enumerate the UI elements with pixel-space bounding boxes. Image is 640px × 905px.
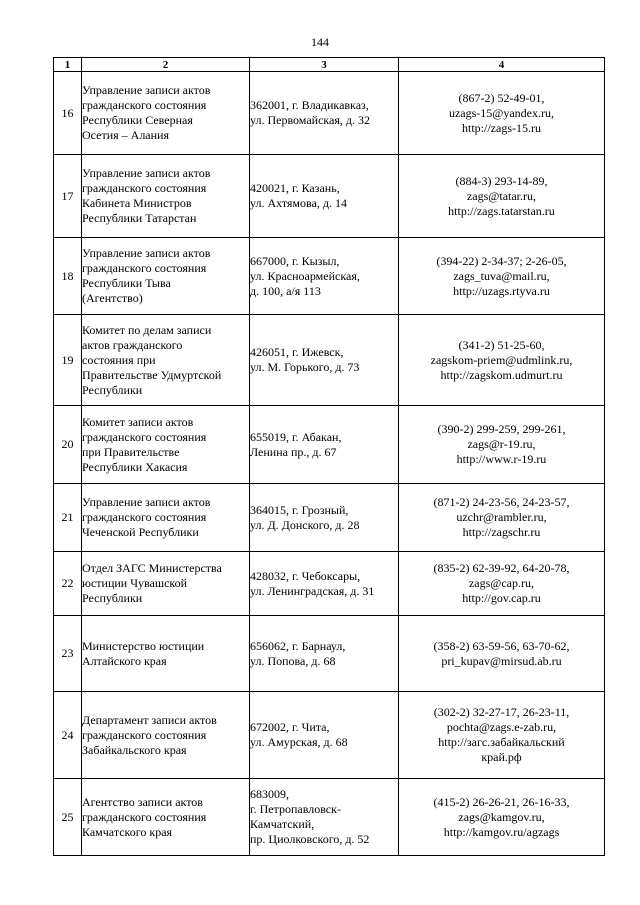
agency-address: 683009, г. Петропавловск- Камчатский, пр. Циолковского, д. 52 — [250, 779, 399, 856]
registry-table — [53, 57, 605, 856]
column-header-1: 1 — [54, 58, 82, 72]
agency-address: 426051, г. Ижевск, ул. М. Горького, д. 73 — [250, 315, 399, 406]
row-number: 18 — [54, 238, 82, 315]
row-number: 17 — [54, 155, 82, 238]
agency-name: Управление записи актов гражданского состояния Республики Тыва (Агентство) — [82, 238, 250, 315]
row-number: 23 — [54, 616, 82, 692]
agency-contacts: (358-2) 63-59-56, 63-70-62, pri_kupav@mirsud.ab.ru — [399, 616, 605, 692]
row-number: 25 — [54, 779, 82, 856]
header-row — [54, 58, 605, 72]
table-row — [54, 484, 605, 552]
column-header-3: 3 — [250, 58, 399, 72]
agency-contacts: (835-2) 62-39-92, 64-20-78, zags@cap.ru, http://gov.cap.ru — [399, 552, 605, 616]
table-row — [54, 315, 605, 406]
table-row — [54, 692, 605, 779]
table-row — [54, 616, 605, 692]
row-number: 20 — [54, 406, 82, 484]
agency-address: 428032, г. Чебоксары, ул. Ленинградская, д. 31 — [250, 552, 399, 616]
agency-contacts: (390-2) 299-259, 299-261, zags@r-19.ru, http://www.r-19.ru — [399, 406, 605, 484]
column-header-2: 2 — [82, 58, 250, 72]
table-row — [54, 406, 605, 484]
agency-address: 667000, г. Кызыл, ул. Красноармейская, д. 100, а/я 113 — [250, 238, 399, 315]
agency-contacts: (867-2) 52-49-01, uzags-15@yandex.ru, http://zags-15.ru — [399, 72, 605, 155]
agency-name: Министерство юстиции Алтайского края — [82, 616, 250, 692]
agency-name: Отдел ЗАГС Министерства юстиции Чувашской Республики — [82, 552, 250, 616]
row-number: 22 — [54, 552, 82, 616]
row-number: 19 — [54, 315, 82, 406]
agency-name: Управление записи актов гражданского состояния Кабинета Министров Республики Татарстан — [82, 155, 250, 238]
row-number: 16 — [54, 72, 82, 155]
agency-name: Комитет записи актов гражданского состояния при Правительстве Республики Хакасия — [82, 406, 250, 484]
column-header-4: 4 — [399, 58, 605, 72]
table-row — [54, 552, 605, 616]
agency-address: 420021, г. Казань, ул. Ахтямова, д. 14 — [250, 155, 399, 238]
agency-name: Департамент записи актов гражданского состояния Забайкальского края — [82, 692, 250, 779]
table-row — [54, 779, 605, 856]
row-number: 21 — [54, 484, 82, 552]
table-row — [54, 238, 605, 315]
agency-contacts: (871-2) 24-23-56, 24-23-57, uzchr@rambler.ru, http://zagschr.ru — [399, 484, 605, 552]
agency-contacts: (415-2) 26-26-21, 26-16-33, zags@kamgov.ru, http://kamgov.ru/agzags — [399, 779, 605, 856]
row-number: 24 — [54, 692, 82, 779]
agency-address: 656062, г. Барнаул, ул. Попова, д. 68 — [250, 616, 399, 692]
agency-name: Управление записи актов гражданского состояния Чеченской Республики — [82, 484, 250, 552]
agency-address: 672002, г. Чита, ул. Амурская, д. 68 — [250, 692, 399, 779]
agency-name: Агентство записи актов гражданского состояния Камчатского края — [82, 779, 250, 856]
table-row — [54, 155, 605, 238]
agency-contacts: (302-2) 32-27-17, 26-23-11, pochta@zags.e-zab.ru, http://загс.забайкальский край.рф — [399, 692, 605, 779]
agency-contacts: (341-2) 51-25-60, zagskom-priem@udmlink.ru, http://zagskom.udmurt.ru — [399, 315, 605, 406]
page-number: 144 — [311, 35, 329, 49]
table-row — [54, 72, 605, 155]
agency-address: 655019, г. Абакан, Ленина пр., д. 67 — [250, 406, 399, 484]
agency-address: 362001, г. Владикавказ, ул. Первомайская, д. 32 — [250, 72, 399, 155]
agency-contacts: (884-3) 293-14-89, zags@tatar.ru, http://zags.tatarstan.ru — [399, 155, 605, 238]
agency-contacts: (394-22) 2-34-37; 2-26-05, zags_tuva@mail.ru, http://uzags.rtyva.ru — [399, 238, 605, 315]
agency-name: Управление записи актов гражданского состояния Республики Северная Осетия – Алания — [82, 72, 250, 155]
agency-address: 364015, г. Грозный, ул. Д. Донского, д. 28 — [250, 484, 399, 552]
agency-name: Комитет по делам записи актов гражданского состояния при Правительстве Удмуртской Республики — [82, 315, 250, 406]
